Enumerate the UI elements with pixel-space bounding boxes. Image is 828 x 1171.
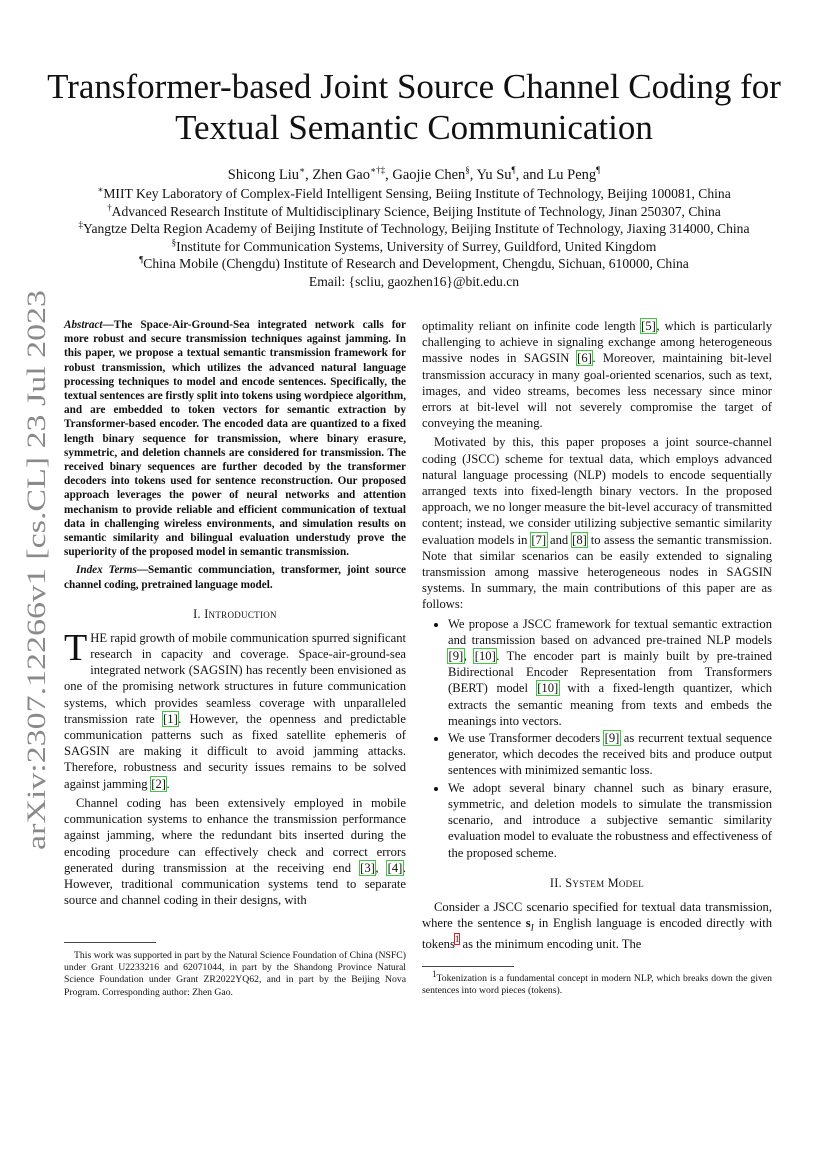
- section-heading-introduction: I. Introduction: [193, 606, 277, 621]
- right-column: [422, 318, 772, 955]
- paragraph-text: with a fixed-length quantizer, which extracts the semantic meaning from texts and embeds the meanings into vectors.: [448, 681, 772, 728]
- tokenization-footnote: [422, 968, 772, 997]
- affiliation-text: Yangtze Delta Region Academy of Beijing Institute of Technology, Beijing Institute of Technology, Jiaxing 314000, China: [83, 221, 750, 237]
- author-separator: ,: [469, 167, 477, 183]
- index-terms-dash: —: [136, 564, 149, 577]
- contact-email: [20, 273, 808, 291]
- paragraph-text: Motivated by this, this paper proposes a joint source-channel coding (JSCC) scheme for textual data, which employs advanced natural language processing (NLP) models to encode sequentially arranged texts into fixed-length binary vectors. In the proposed approach, we no longer measure the bit-level accuracy of transmitted content; instead, we consider utilizing subjective semantic similarity evaluation models in: [422, 435, 772, 547]
- arxiv-stamp-text: arXiv:2307.12266v1 [cs.CL] 23 Jul 2023: [22, 421, 51, 850]
- author-mark: ∗†‡: [370, 165, 386, 176]
- affiliation-mark: ∗: [97, 184, 104, 195]
- intro-paragraph-4: [422, 434, 772, 612]
- paragraph-text: in English language is encoded directly with tokens: [422, 915, 772, 951]
- affiliation-line: [20, 238, 808, 256]
- affiliation-mark: §: [171, 237, 177, 248]
- abstract-dash: —: [102, 319, 114, 331]
- index-terms-label: Index Terms: [76, 564, 137, 577]
- footnote-link[interactable]: 1: [454, 934, 460, 945]
- intro-paragraph-1: [64, 626, 407, 792]
- arxiv-identifier-stamp: [12, 290, 58, 850]
- citation-link[interactable]: [6]: [577, 351, 592, 366]
- author-list: [30, 166, 798, 184]
- paragraph-text: . However, the openness and predictable communication patterns such as fixed satellite ephemeris of SAGSIN are making it difficult to avoid jamming attacks. Therefore, robustness and security issues remains to be solved against jamming: [64, 711, 407, 791]
- intro-paragraph-2: [64, 795, 406, 908]
- paragraph-text: We adopt several binary channel such as binary erasure, symmetric, and deletion models to simulate the transmission scenario, and introduce a subjective semantic similarity evaluation model to evaluate the robustness and effectiveness of the proposed scheme.: [448, 780, 772, 860]
- citation-link[interactable]: [9]: [604, 731, 620, 746]
- citation-link[interactable]: [4]: [387, 860, 403, 875]
- citation-link[interactable]: [9]: [448, 649, 464, 664]
- paragraph-text: optimality reliant on infinite code length: [422, 319, 641, 333]
- paper-title-line-2: Textual Semantic Communication: [175, 108, 653, 147]
- author-separator: ,: [385, 167, 393, 183]
- author-mark: ¶: [596, 165, 601, 176]
- paragraph-text: . However, traditional communication systems tend to separate source and channel coding in their designs, with: [64, 860, 406, 908]
- abstract: [64, 318, 406, 559]
- citation-link[interactable]: [8]: [572, 532, 587, 547]
- affiliation-line: [20, 220, 808, 238]
- paragraph-text: .: [166, 776, 170, 791]
- affiliation-text: MIIT Key Laboratory of Complex-Field Intelligent Sensing, Beiing Institute of Technology, Beijing 100081, China: [103, 186, 731, 201]
- citation-link[interactable]: [7]: [531, 532, 547, 547]
- funding-footnote: This work was supported in part by the Natural Science Foundation of China (NSFC) under Grant U2233216 and 62071044, in part by the Shandong Province Natural Science Foundation under Grant ZR2022YQ62, and in part by the Beijing Nova Program. Corresponding author: Zhen Gao.: [64, 950, 406, 998]
- paper-title: [30, 66, 798, 148]
- author-separator: ,: [305, 167, 313, 183]
- author-mark: ¶: [511, 165, 516, 176]
- paragraph-text: We use Transformer decoders: [448, 731, 605, 746]
- citation-link[interactable]: [10]: [537, 681, 559, 696]
- contribution-item: [448, 730, 772, 779]
- index-terms: [64, 563, 406, 591]
- affiliation-text: Institute for Communication Systems, University of Surrey, Guildford, United Kingdom: [176, 238, 657, 254]
- left-column: [64, 318, 406, 911]
- abstract-body: The Space-Air-Ground-Sea integrated network calls for more robust and secure transmission techniques against jamming. In this paper, we propose a textual semantic transmission framework for robust transmission, which utilizes the advanced natural language processing techniques to model and encode sentences. Specifically, the textual sentences are firstly split into tokens using wordpiece algorithm, and are embedded to token vectors for semantic extraction by Transformer-based encoder. The encoded data are quantized to a fixed length binary sequence for transmission, where binary erasure, symmetric, and deletion channels are considered for transmission. The received binary sequences are further decoded by the transformer decoders into tokens used for sentence reconstruction. Our proposed approach leverages the power of neural networks and attention mechanism to provide reliable and efficient communication of textual data in challenging wireless environments, and simulation results on semantic similarity and bilingual evaluation understudy prove the superiority of the proposed model in semantic transmission.: [64, 319, 406, 559]
- paragraph-text: Consider a JSCC scenario specified for textual data transmission, where the sentence: [422, 899, 772, 930]
- author-name: Zhen Gao: [312, 167, 370, 183]
- math-subscript: I: [530, 922, 534, 933]
- affiliation-mark: †: [107, 202, 112, 213]
- author-name: Yu Su: [476, 167, 512, 183]
- citation-link[interactable]: [2]: [151, 776, 166, 791]
- author-mark: ∗: [299, 165, 306, 176]
- intro-paragraph-3: [422, 318, 772, 431]
- abstract-label: Abstract: [64, 319, 103, 331]
- affiliation-text: Advanced Research Institute of Multidisciplinary Science, Beijing Institute of Technology, Jinan 250307, China: [111, 203, 721, 219]
- affiliation-line: [20, 185, 808, 203]
- author-name: Gaojie Chen: [392, 167, 466, 183]
- author-separator: , and: [515, 167, 548, 183]
- footnote-text: Tokenization is a fundamental concept in modern NLP, which breaks down the given sentences into word pieces (tokens).: [422, 973, 772, 997]
- citation-link[interactable]: [1]: [163, 711, 178, 726]
- footnote-divider: [422, 966, 514, 967]
- footnote-divider: [64, 942, 156, 943]
- arxiv-stamp-svg: [12, 290, 58, 850]
- author-mark: §: [465, 165, 470, 176]
- paragraph-text: to assess the semantic transmission. Note that similar scenarios can be easily extended to signaling transmission among massive heterogeneous nodes in SAGSIN systems. In summary, the main contributions of this paper are as follows:: [422, 532, 772, 612]
- citation-link[interactable]: [3]: [360, 860, 375, 875]
- affiliation-line: [20, 255, 808, 273]
- author-name: Lu Peng: [547, 167, 597, 183]
- paragraph-text: Channel coding has been extensively employed in mobile communication systems to enhance the transmission performance against jamming, where the redundant bits inserted during the encoding procedure can effectively check and correct errors generated during transmission at the receiving end: [64, 795, 406, 875]
- paragraph-text: as recurrent textual sequence generator, which decodes the received bits and produce output sentences with minimized semantic loss.: [448, 731, 773, 778]
- paragraph-text: ,: [463, 649, 475, 664]
- affiliation-list: [20, 185, 808, 291]
- paper-title-line-1: Transformer-based Joint Source Channel Coding for: [47, 67, 781, 106]
- affiliation-mark: ¶: [139, 254, 144, 265]
- contribution-item: [448, 780, 772, 861]
- email-text: Email: {scliu, gaozhen16}@bit.edu.cn: [308, 273, 520, 289]
- paragraph-text: HE rapid growth of mobile communication spurred significant research in capacity and coverage. Space-air-ground-sea integrated network (SAGSIN) has recently been envisioned as one of the promising network structures in future communication systems, which provides seamless coverage with unparalleled transmission rate: [64, 630, 406, 726]
- paragraph-text: and: [546, 532, 572, 547]
- affiliation-mark: ‡: [78, 219, 83, 230]
- section-heading-system-model: II. System Model: [549, 875, 645, 890]
- paragraph-text: We propose a JSCC framework for textual semantic extraction and transmission based on advanced pre-trained NLP models: [448, 616, 772, 647]
- affiliation-line: [20, 203, 808, 221]
- affiliation-text: China Mobile (Chengdu) Institute of Research and Development, Chengdu, Sichuan, 610000, China: [143, 256, 689, 272]
- system-model-paragraph-1: [422, 899, 772, 952]
- contributions-list: [422, 616, 772, 861]
- index-terms-body: Semantic communciation, transformer, joint source channel coding, pretrained language model.: [64, 564, 406, 591]
- footnote-mark: 1: [432, 968, 437, 979]
- paragraph-text: ,: [375, 860, 388, 875]
- paragraph-text: . Moreover, maintaining bit-level transmission accuracy in many goal-oriented scenarios, such as text, images, and video streams, becomes less necessary since minor errors at bit-level will not severely compromise the target of conveying the meaning.: [422, 351, 772, 431]
- paragraph-text: as the minimum encoding unit. The: [459, 936, 642, 951]
- paragraph-text: , which is particularly challenging to achieve in signaling exchange among heterogeneous massive nodes in SAGSIN: [422, 319, 772, 366]
- drop-cap: T: [64, 626, 88, 669]
- paragraph-text: . The encoder part is mainly built by pre-trained Bidirectional Encoder Representation from Transformers (BERT) model: [448, 649, 773, 696]
- math-symbol: s: [525, 915, 531, 930]
- contribution-item: [448, 616, 772, 729]
- citation-link[interactable]: [5]: [641, 319, 656, 333]
- citation-link[interactable]: [10]: [474, 649, 496, 664]
- author-name: Shicong Liu: [227, 167, 300, 183]
